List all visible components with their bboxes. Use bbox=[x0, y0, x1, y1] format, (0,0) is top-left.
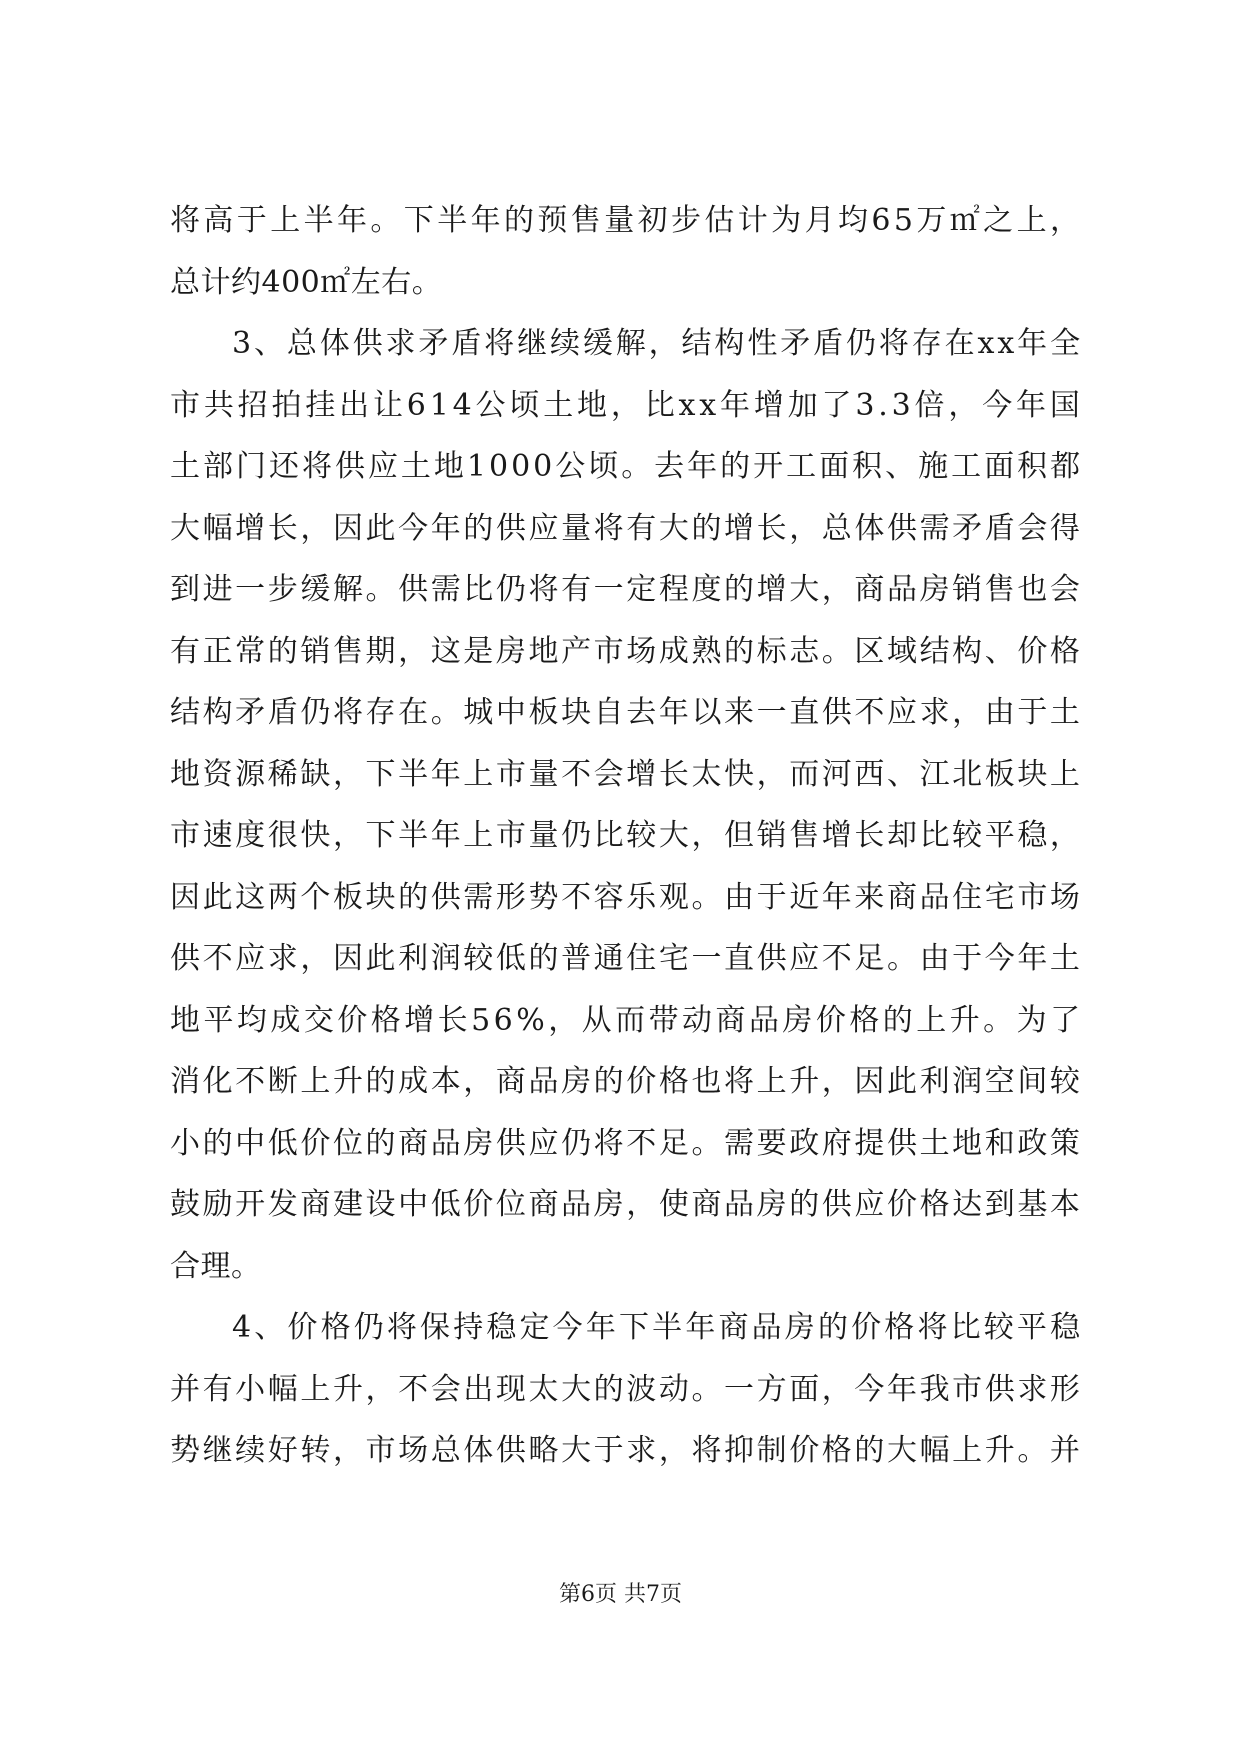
text-line: 到进一步缓解。供需比仍将有一定程度的增大，商品房销售也会 bbox=[170, 572, 1083, 607]
text-line: 地平均成交价格增长56%，从而带动商品房价格的上升。为了 bbox=[170, 1002, 1084, 1038]
text-line: 鼓励开发商建设中低价位商品房，使商品房的供应价格达到基本 bbox=[170, 1187, 1083, 1222]
text-line: 小的中低价位的商品房供应仍将不足。需要政府提供土地和政策 bbox=[170, 1125, 1083, 1161]
text-line: 结构矛盾仍将存在。城中板块自去年以来一直供不应求，由于土 bbox=[170, 695, 1083, 730]
text-line: 消化不断上升的成本，商品房的价格也将上升，因此利润空间较 bbox=[170, 1064, 1083, 1099]
text-line: 土部门还将供应土地1000公顷。去年的开工面积、施工面积都 bbox=[170, 449, 1084, 484]
text-line: 合理。 bbox=[170, 1248, 262, 1284]
text-line: 势继续好转，市场总体供略大于求，将抑制价格的大幅上升。并 bbox=[170, 1433, 1083, 1468]
text-line: 将高于上半年。下半年的预售量初步估计为月均65万㎡之上， bbox=[170, 203, 1084, 238]
page-footer bbox=[0, 1580, 1241, 1610]
paragraph-start-line: 4、价格仍将保持稳定今年下半年商品房的价格将比较平稳 bbox=[232, 1310, 1084, 1345]
page-number: 第6页 共7页 bbox=[559, 1582, 682, 1607]
text-line: 供不应求，因此利润较低的普通住宅一直供应不足。由于今年土 bbox=[170, 941, 1083, 976]
text-line: 大幅增长，因此今年的供应量将有大的增长，总体供需矛盾会得 bbox=[170, 510, 1083, 546]
text-line: 市共招拍挂出让614公顷土地，比xx年增加了3.3倍，今年国 bbox=[170, 387, 1084, 423]
text-line: 总计约400㎡左右。 bbox=[170, 264, 443, 300]
text-line: 有正常的销售期，这是房地产市场成熟的标志。区域结构、价格 bbox=[170, 633, 1083, 669]
text-line: 市速度很快，下半年上市量仍比较大，但销售增长却比较平稳， bbox=[170, 818, 1083, 853]
text-line: 并有小幅上升，不会出现太大的波动。一方面，今年我市供求形 bbox=[170, 1371, 1083, 1407]
text-line: 因此这两个板块的供需形势不容乐观。由于近年来商品住宅市场 bbox=[170, 879, 1083, 915]
text-line: 地资源稀缺，下半年上市量不会增长太快，而河西、江北板块上 bbox=[170, 756, 1083, 792]
paragraph-start-line: 3、总体供求矛盾将继续缓解，结构性矛盾仍将存在xx年全 bbox=[232, 326, 1083, 361]
document-body bbox=[170, 190, 1084, 1482]
